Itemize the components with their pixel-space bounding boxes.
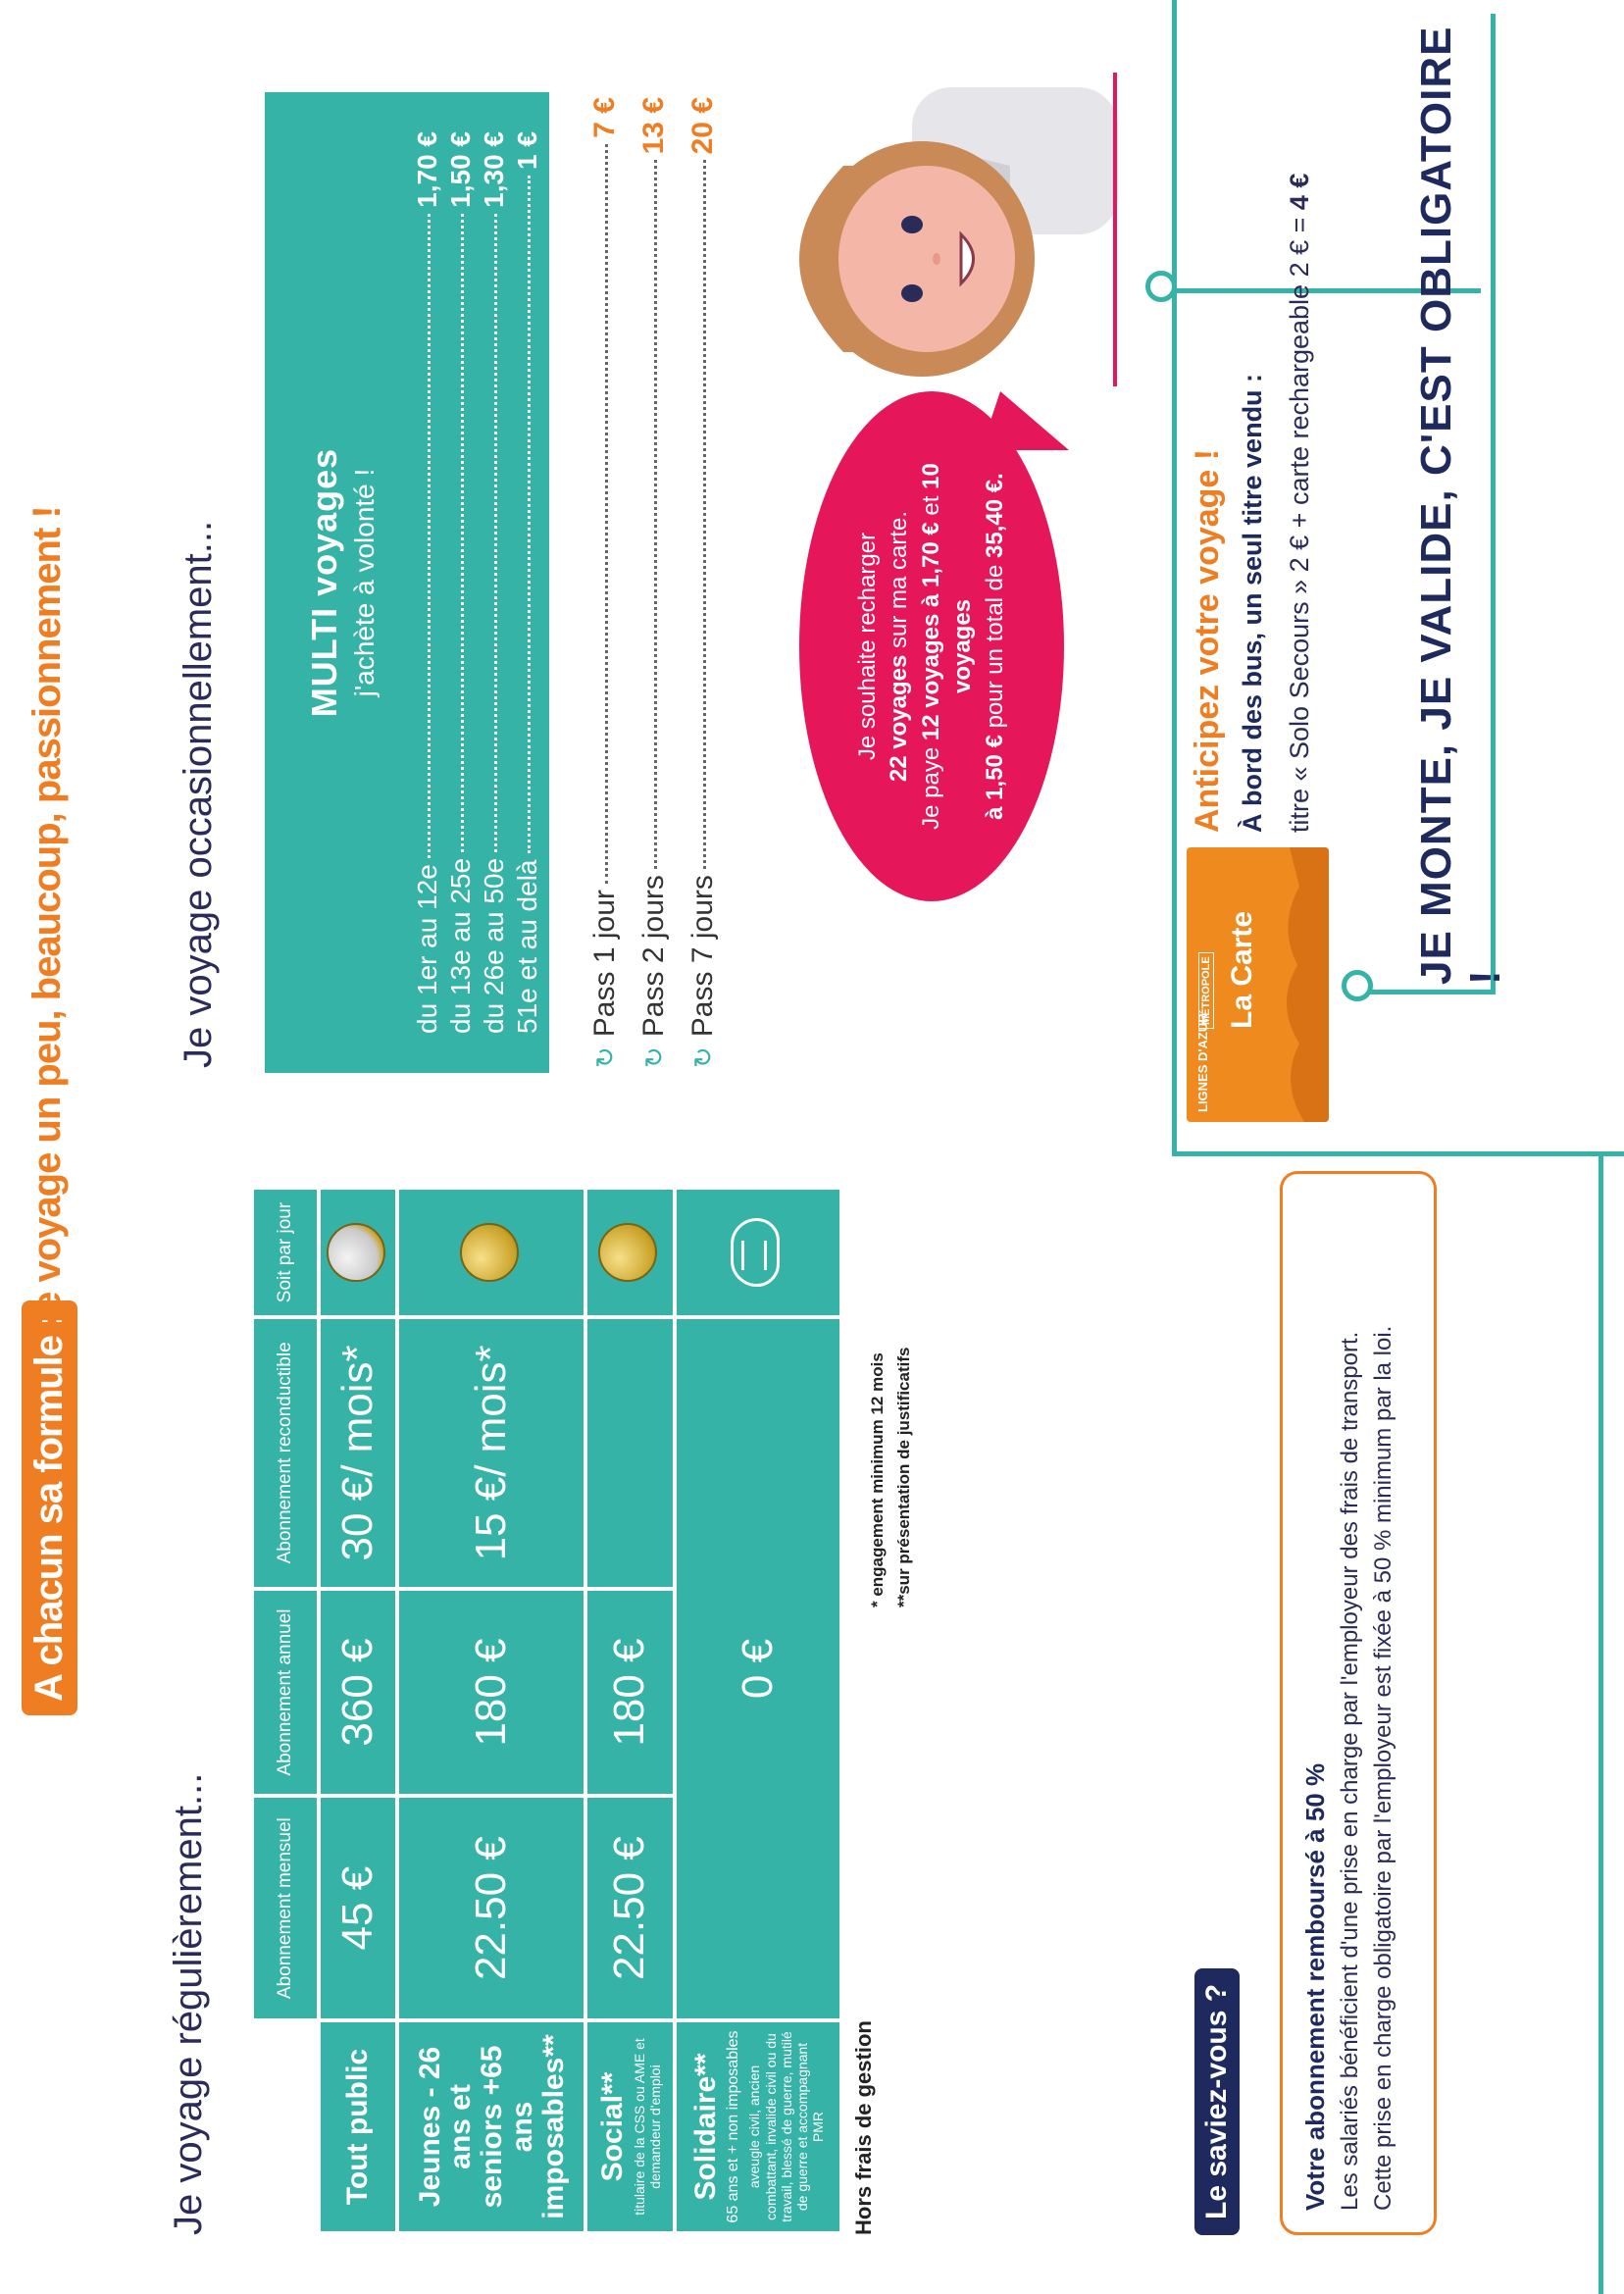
multi-subtitle: j'achète à volonté ! [349, 468, 380, 697]
multi-row-label: du 26e au 50e [479, 857, 509, 1034]
cell-renewable: 15 €/ mois* [399, 1319, 584, 1587]
frame-line [1353, 990, 1491, 994]
slogan: JE MONTE, JE VALIDE, C'EST OBLIGATOIRE ! [1412, 25, 1509, 985]
speech-bubble [799, 391, 1064, 901]
hors-frais-note: Hors frais de gestion [851, 2020, 876, 2235]
cell-renewable: 30 €/ mois* [321, 1319, 395, 1587]
pass-label: Pass 1 jour [588, 890, 621, 1038]
refresh-icon: ↻ [688, 1046, 718, 1068]
cell-monthly: 22.50 € [399, 1798, 584, 2018]
multi-title: MULTI voyages [304, 447, 344, 718]
multi-row-value: 1,70 € [412, 131, 442, 208]
cell-monthly: 22.50 € [587, 1798, 672, 2018]
col-header-per-day: Soit par jour [254, 1190, 317, 1315]
anticipez-line: titre « Solo Secours » 2 € + carte rechargeable 2 € = 4 € [1285, 173, 1314, 833]
occasional-heading: Je voyage occasionnellement... [177, 520, 220, 1068]
anticipez-title: Anticipez votre voyage ! [1189, 448, 1226, 833]
row-category-cell [587, 2022, 672, 2231]
cell-per-day [399, 1190, 584, 1315]
anticipez-line: À bord des bus, un seul titre vendu : [1238, 373, 1267, 833]
cell-per-day [677, 1190, 839, 1315]
bubble-line: Je paye 12 voyages à 1,70 € et 10 voyages [917, 463, 977, 830]
title-tagline: je voyage un peu, beaucoup, passionnement ! [25, 506, 69, 1323]
table-row [321, 1190, 395, 2231]
row-category-detail-extra: aveugle civil, ancien combattant, invalide civil ou du travail, blessé de guerre, mutilé de guerre et accompagnant PMR [746, 2031, 826, 2222]
multi-row [445, 131, 479, 1034]
table-row [587, 1190, 672, 2231]
row-category: Solidaire** [688, 2053, 722, 2201]
bubble-line: Je souhaite recharger [854, 532, 882, 761]
pass-row [637, 97, 673, 1068]
row-category: Social** [595, 2071, 629, 2182]
row-category-cell [677, 2022, 839, 2231]
cell-renewable [587, 1319, 672, 1587]
saviez-line: Les salariés bénéficient d'une prise en charge par l'employeur des frais de transport. [1337, 1331, 1363, 2211]
cell-per-day [587, 1190, 672, 1315]
row-category: Tout public [321, 2022, 395, 2231]
cell-per-day [321, 1190, 395, 1315]
pass-label: Pass 2 jours [637, 875, 670, 1038]
cell-annual: 180 € [399, 1591, 584, 1795]
cell-annual: 360 € [321, 1591, 395, 1795]
col-header-annual: Abonnement annuel [254, 1591, 317, 1795]
handshake-icon [731, 1218, 780, 1287]
row-category-detail: titulaire de la CSS ou AME et demandeur d'emploi [632, 2038, 664, 2216]
multi-row-value: 1,50 € [445, 131, 476, 208]
pass-value: 7 € [588, 97, 621, 138]
pink-accent-line [1113, 73, 1117, 386]
frame-ring [1145, 271, 1177, 302]
frame-ring [1342, 970, 1373, 1001]
multi-row-label: du 1er au 12e [412, 864, 442, 1034]
table-row [677, 1190, 839, 2231]
bubble-line: à 1,50 € pour un total de 35,40 €. [981, 473, 1008, 820]
woman-illustration [765, 87, 1118, 382]
saviez-line: Cette prise en charge obligatoire par l'employeur est fixée à 50 % minimum par la loi. [1370, 1325, 1396, 2211]
title-badge: A chacun sa formule : [22, 1300, 77, 1715]
saviez-badge: Le saviez-vous ? [1194, 1968, 1240, 2235]
pass-label: Pass 7 jours [686, 875, 719, 1038]
table-row [399, 1190, 584, 2231]
card-name: La Carte [1226, 910, 1258, 1029]
coin-50-cents-icon [598, 1223, 657, 1282]
footnote-engagement: * engagement minimum 12 mois [868, 1352, 887, 1607]
divider-line [1599, 1151, 1603, 2294]
multi-row [512, 131, 545, 1034]
refresh-icon: ↻ [590, 1046, 620, 1068]
saviez-title: Votre abonnement remboursé à 50 % [1300, 1762, 1330, 2211]
multi-voyages-box [265, 92, 549, 1073]
multi-row-value: 1,30 € [479, 131, 509, 208]
tarif-table [250, 1186, 843, 2235]
multi-row-value: 1 € [512, 131, 542, 170]
multi-row [479, 131, 512, 1034]
pass-value: 13 € [637, 97, 670, 155]
pass-row [686, 97, 722, 1068]
la-carte-card [1187, 847, 1329, 1122]
cell-monthly: 45 € [321, 1798, 395, 2018]
coin-1-euro-icon [327, 1223, 385, 1282]
pass-row [588, 97, 624, 1068]
divider-line [1172, 0, 1177, 1151]
row-category-detail: 65 ans et + non imposables [725, 2030, 742, 2223]
divider-line [1172, 1151, 1624, 1156]
card-hills-illustration [1270, 847, 1329, 1122]
pass-value: 20 € [686, 97, 719, 155]
row-category: Jeunes - 26 ans et seniors +65 ans imposables** [399, 2022, 584, 2231]
saviez-box [1280, 1171, 1437, 2235]
multi-row [412, 131, 445, 1034]
coin-50-cents-icon [460, 1223, 519, 1282]
cell-annual: 180 € [587, 1591, 672, 1795]
refresh-icon: ↻ [639, 1046, 669, 1068]
multi-row-label: du 13e au 25e [445, 857, 476, 1034]
col-header-renewable: Abonnement reconductible [254, 1319, 317, 1587]
col-header-monthly: Abonnement mensuel [254, 1798, 317, 2018]
multi-row-label: 51e et au delà [512, 859, 542, 1034]
lignes-azur-logo: LIGNES D'AZUR [1195, 1013, 1210, 1112]
footnote-justificatifs: **sur présentation de justificatifs [894, 1347, 913, 1607]
regular-heading: Je voyage régulièrement... [167, 1772, 210, 2235]
metropole-logo: MÉTROPOLE [1198, 952, 1214, 1029]
cell-annual: 0 € [677, 1319, 839, 2018]
bubble-line: 22 voyages sur ma carte. [886, 510, 913, 783]
